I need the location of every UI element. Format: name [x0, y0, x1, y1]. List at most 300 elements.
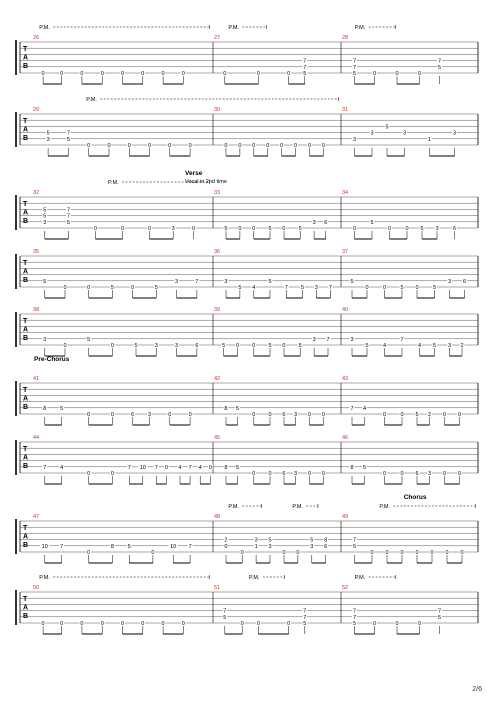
fret-number: 0 — [93, 226, 97, 232]
fret-number: 1 — [427, 136, 432, 143]
fret-number: 0 — [321, 143, 325, 149]
fret-number: 7 — [284, 285, 288, 291]
fret-number: 8 — [110, 543, 114, 550]
fret-number: 3 — [312, 336, 316, 343]
fret-number: 0 — [151, 550, 155, 556]
fret-number: 7 — [352, 64, 357, 71]
fret-number: 0 — [87, 412, 91, 418]
fret-number: 0 — [87, 285, 91, 291]
fret-number: 7 — [66, 207, 70, 214]
fret-number: 0 — [296, 550, 300, 556]
fret-number: 6 — [324, 543, 328, 550]
fret-number: 10 — [139, 464, 146, 471]
fret-number: 0 — [87, 471, 91, 477]
fret-number: 0 — [268, 471, 272, 477]
palm-mute-label: P.M. — [228, 25, 239, 31]
tab-system — [16, 254, 478, 298]
tab-clef-letter: A — [23, 54, 29, 62]
fret-number: 0 — [321, 471, 325, 477]
fret-number: 0 — [223, 71, 227, 77]
fret-number: 0 — [191, 226, 196, 232]
measure-number: 27 — [214, 35, 221, 41]
fret-number: 7 — [188, 464, 192, 471]
fret-number: 7 — [154, 464, 158, 471]
fret-number: 6 — [415, 471, 419, 477]
fret-number: 0 — [445, 550, 449, 556]
tab-clef-letter: A — [23, 326, 29, 334]
tab-clef-letter: A — [23, 604, 29, 612]
fret-number: 0 — [400, 412, 404, 418]
tab-system — [16, 440, 478, 484]
fret-number: 5 — [238, 285, 242, 291]
tab-clef-letter: T — [23, 260, 28, 267]
fret-number: 0 — [80, 71, 84, 77]
tab-system — [16, 504, 478, 563]
tab-clef-letter: T — [23, 46, 28, 53]
fret-number: 0 — [307, 412, 312, 418]
fret-number: 7 — [437, 58, 442, 65]
fret-number: 5 — [236, 405, 240, 412]
fret-number: 2 — [460, 343, 464, 349]
fret-number: 5 — [60, 405, 64, 412]
palm-mute-label: P.M. — [354, 575, 366, 581]
fret-number: 0 — [256, 71, 260, 77]
fret-number: 5 — [87, 336, 91, 343]
tab-clef-letter: T — [23, 387, 28, 394]
page-number: 2/6 — [472, 686, 482, 693]
fret-number: 2 — [427, 412, 432, 418]
fret-number: 3 — [314, 285, 318, 291]
fret-number: 8 — [350, 464, 354, 471]
fret-number: 5 — [415, 412, 419, 418]
tab-clef-letter: T — [23, 201, 28, 208]
fret-number: 7 — [303, 58, 307, 65]
fret-number: 5 — [110, 285, 114, 291]
fret-number: 7 — [352, 614, 357, 621]
measure-number: 30 — [214, 107, 221, 113]
fret-number: 7 — [43, 464, 47, 471]
tab-clef-letter: B — [23, 542, 29, 549]
fret-number: 7 — [437, 608, 442, 615]
fret-number: 0 — [120, 71, 125, 77]
fret-number: 0 — [240, 621, 244, 627]
measure-number: 42 — [214, 376, 221, 382]
measure-number: 34 — [342, 190, 349, 196]
palm-mute-label: P.M. — [86, 97, 97, 103]
tab-system — [16, 180, 478, 239]
fret-number: 5 — [437, 614, 442, 621]
measure-number: 43 — [342, 376, 349, 382]
fret-number: 3 — [148, 412, 152, 418]
fret-number: 4 — [178, 464, 182, 471]
measure-number: 44 — [33, 435, 40, 441]
fret-number: 7 — [352, 608, 357, 615]
tab-clef-letter: T — [23, 446, 28, 453]
fret-number: 3 — [447, 343, 452, 349]
fret-number: 0 — [148, 226, 152, 232]
fret-number: 5 — [437, 64, 442, 71]
fret-number: 5 — [385, 124, 389, 131]
fret-number: 5 — [66, 136, 70, 143]
fret-number: 7 — [352, 537, 357, 544]
fret-number: 7 — [303, 608, 307, 615]
fret-number: 0 — [164, 464, 168, 471]
fret-number: 5 — [223, 614, 227, 621]
fret-number: 5 — [46, 130, 50, 137]
fret-number: 3 — [435, 226, 439, 232]
tab-clef-letter: T — [23, 596, 28, 603]
fret-number: 7 — [66, 130, 70, 137]
fret-number: 0 — [188, 143, 192, 149]
fret-number: 5 — [268, 537, 272, 544]
fret-number: 4 — [382, 343, 387, 349]
fret-number: 0 — [141, 71, 145, 77]
fret-number: 6 — [462, 278, 467, 285]
measure-number: 31 — [342, 107, 349, 113]
fret-number: 0 — [131, 285, 135, 291]
fret-number: 8 — [324, 537, 328, 544]
tab-clef-letter: A — [23, 126, 29, 134]
fret-number: 0 — [287, 71, 291, 77]
fret-number: 6 — [282, 471, 286, 477]
fret-number: 0 — [87, 143, 91, 149]
fret-number: 0 — [382, 412, 387, 418]
measure-number: 36 — [214, 249, 221, 255]
fret-number: 0 — [252, 471, 256, 477]
tab-clef-letter: A — [23, 268, 29, 276]
fret-number: 5 — [303, 621, 307, 627]
measure-number: 41 — [33, 376, 40, 382]
fret-number: 0 — [100, 621, 104, 627]
fret-number: 5 — [352, 71, 357, 77]
fret-number: 0 — [395, 621, 399, 627]
fret-number: 0 — [141, 621, 145, 627]
fret-number: 0 — [442, 471, 447, 477]
fret-number: 0 — [60, 621, 64, 627]
fret-number: 3 — [175, 278, 179, 285]
fret-number: 0 — [372, 621, 377, 627]
measure-number: 35 — [33, 249, 40, 255]
palm-mute-label: P.M. — [354, 25, 366, 31]
fret-number: 5 — [365, 343, 369, 349]
fret-number: 0 — [460, 550, 464, 556]
tab-clef-letter: A — [23, 395, 29, 403]
palm-mute-label: P.M. — [248, 575, 260, 581]
fret-number: 5 — [370, 219, 374, 226]
fret-number: 0 — [100, 71, 104, 77]
fret-number: 0 — [120, 621, 125, 627]
fret-number: 0 — [252, 343, 256, 349]
fret-number: 3 — [175, 343, 179, 349]
fret-number: 3 — [46, 136, 50, 143]
measure-number: 49 — [342, 514, 349, 520]
fret-number: 5 — [298, 343, 302, 349]
fret-number: 0 — [236, 343, 240, 349]
fret-number: 5 — [303, 71, 307, 77]
fret-number: 7 — [303, 64, 307, 71]
fret-number: 5 — [268, 226, 272, 232]
measure-number: 40 — [342, 307, 349, 313]
palm-mute-label: P.M. — [292, 504, 303, 510]
fret-number: 4 — [60, 464, 64, 471]
fret-number: 5 — [43, 213, 47, 220]
tab-clef-letter: T — [23, 318, 28, 325]
fret-number: 0 — [266, 143, 270, 149]
fret-number: 0 — [110, 343, 114, 349]
measure-number: 38 — [33, 307, 40, 313]
fret-number: 5 — [300, 285, 305, 291]
fret-number: 0 — [252, 412, 256, 418]
fret-number: 0 — [256, 621, 260, 627]
fret-number: 0 — [168, 143, 172, 149]
fret-number: 0 — [127, 143, 131, 149]
fret-number: 0 — [224, 543, 228, 550]
palm-mute-label: P.M. — [379, 504, 390, 510]
fret-number: 5 — [432, 285, 437, 291]
fret-number: 0 — [238, 143, 242, 149]
fret-number: 0 — [41, 71, 45, 77]
fret-number: 3 — [43, 219, 47, 226]
fret-number: 3 — [310, 543, 314, 550]
fret-number: 10 — [170, 543, 177, 550]
fret-number: 3 — [452, 130, 457, 137]
tab-system — [16, 25, 478, 84]
fret-number: 0 — [307, 143, 312, 149]
measure-number: 29 — [33, 107, 40, 113]
fret-number: 7 — [66, 213, 70, 220]
fret-number: 3 — [254, 537, 258, 544]
measure-number: 32 — [33, 190, 40, 196]
fret-number: 0 — [208, 464, 212, 471]
fret-number: 4 — [362, 405, 367, 412]
fret-number: 7 — [195, 278, 199, 285]
fret-number: 0 — [382, 285, 387, 291]
tab-clef-letter: T — [23, 118, 28, 125]
fret-number: 0 — [181, 621, 185, 627]
section-label: Pre-Chorus — [34, 356, 70, 363]
fret-number: 0 — [321, 412, 325, 418]
fret-number: 2 — [224, 537, 228, 544]
palm-mute-label: P.M. — [39, 25, 50, 31]
fret-number: 0 — [282, 343, 286, 349]
tab-clef-letter: B — [23, 335, 29, 342]
fret-number: 5 — [350, 278, 354, 285]
fret-number: 0 — [282, 226, 286, 232]
fret-number: 0 — [457, 471, 462, 477]
fret-number: 0 — [107, 143, 111, 149]
fret-number: 0 — [400, 471, 404, 477]
measure-number: 26 — [33, 35, 40, 41]
tab-clef-letter: B — [23, 404, 29, 411]
tab-clef-letter: B — [23, 463, 29, 470]
fret-number: 7 — [223, 608, 227, 615]
fret-number: 0 — [395, 71, 399, 77]
tab-clef-letter: A — [23, 454, 29, 462]
tab-system — [16, 381, 478, 425]
measure-number: 47 — [33, 514, 40, 520]
fret-number: 0 — [280, 143, 284, 149]
fret-number: 5 — [268, 278, 272, 285]
measure-number: 28 — [342, 35, 349, 41]
tab-clef-letter: B — [23, 135, 29, 142]
fret-number: 10 — [41, 543, 48, 550]
tab-clef-letter: B — [23, 613, 29, 620]
fret-number: 0 — [417, 71, 422, 77]
fret-number: 3 — [43, 336, 47, 343]
fret-number: 5 — [420, 226, 424, 232]
fret-number: 6 — [452, 226, 457, 232]
fret-number: 3 — [447, 278, 452, 285]
fret-number: 3 — [350, 336, 354, 343]
fret-number: 0 — [110, 471, 114, 477]
fret-number: 3 — [370, 130, 374, 137]
fret-number: 6 — [324, 219, 328, 226]
measure-number: 50 — [33, 585, 40, 591]
fret-number: 0 — [252, 143, 256, 149]
fret-number: 5 — [43, 207, 47, 214]
fret-number: 7 — [352, 58, 357, 65]
fret-number: 5 — [352, 621, 357, 627]
measure-number: 48 — [214, 514, 221, 520]
fret-number: 0 — [238, 226, 242, 232]
fret-number: 0 — [370, 550, 374, 556]
fret-number: 3 — [294, 471, 298, 477]
fret-number: 3 — [294, 412, 298, 418]
fret-number: 0 — [365, 285, 369, 291]
fret-number: 0 — [60, 71, 64, 77]
fret-number: 7 — [326, 336, 330, 343]
fret-number: 0 — [181, 71, 185, 77]
fret-number: 5 — [268, 343, 272, 349]
fret-number: 3 — [171, 226, 175, 232]
fret-number: 0 — [430, 550, 434, 556]
fret-number: 0 — [415, 285, 419, 291]
fret-number: 0 — [268, 412, 272, 418]
section-label: Verse — [185, 170, 203, 177]
fret-number: 3 — [224, 278, 228, 285]
fret-number: 0 — [287, 621, 291, 627]
fret-number: 0 — [400, 550, 404, 556]
fret-number: 6 — [282, 412, 286, 418]
tab-system — [16, 575, 478, 634]
fret-number: 6 — [195, 343, 199, 349]
tab-clef-letter: B — [23, 63, 29, 70]
fret-number: 8 — [224, 464, 228, 471]
tab-clef-letter: B — [23, 218, 29, 225]
fret-number: 5 — [134, 343, 138, 349]
measure-number: 51 — [214, 585, 221, 591]
measure-number: 45 — [214, 435, 221, 441]
fret-number: 5 — [127, 543, 131, 550]
fret-number: 5 — [400, 285, 404, 291]
palm-mute-label: P.M. — [228, 504, 239, 510]
fret-number: 0 — [161, 71, 165, 77]
fret-number: 7 — [60, 543, 64, 550]
fret-number: 3 — [154, 343, 158, 349]
fret-number: 7 — [400, 336, 404, 343]
fret-number: 0 — [457, 412, 462, 418]
palm-mute-label: P.M. — [39, 575, 50, 581]
tab-clef-letter: T — [23, 525, 28, 532]
fret-number: 0 — [110, 412, 114, 418]
fret-number: 4 — [252, 285, 256, 291]
fret-number: 0 — [188, 412, 192, 418]
fret-number: 4 — [417, 343, 422, 349]
fret-number: 0 — [63, 285, 67, 291]
fret-number: 0 — [41, 621, 45, 627]
tab-system — [16, 312, 478, 356]
fret-number: 6 — [131, 412, 135, 418]
fret-number: 4 — [198, 464, 202, 471]
fret-number: 5 — [66, 219, 70, 226]
fret-number: 3 — [402, 130, 407, 137]
tab-clef-letter: A — [23, 533, 29, 541]
fret-number: 0 — [87, 550, 91, 556]
fret-number: 5 — [432, 343, 437, 349]
fret-number: 0 — [252, 226, 256, 232]
fret-number: 3 — [352, 136, 357, 143]
fret-number: 5 — [362, 464, 367, 471]
fret-number: 0 — [415, 550, 419, 556]
fret-number: 0 — [442, 412, 447, 418]
palm-mute-label: P.M. — [108, 180, 119, 186]
fret-number: 0 — [63, 343, 67, 349]
fret-number: 0 — [294, 143, 298, 149]
measure-number: 52 — [342, 585, 349, 591]
fret-number: 5 — [224, 226, 228, 232]
section-label: Chorus — [403, 494, 427, 501]
measure-number: 37 — [342, 249, 349, 255]
tab-clef-letter: B — [23, 277, 29, 284]
fret-number: 8 — [43, 405, 47, 412]
fret-number: 0 — [372, 71, 377, 77]
fret-number: 0 — [352, 226, 357, 232]
fret-number: 0 — [168, 412, 172, 418]
fret-number: 7 — [303, 614, 307, 621]
fret-number: 3 — [427, 471, 432, 477]
fret-number: 0 — [240, 550, 244, 556]
fret-number: 7 — [127, 464, 131, 471]
fret-number: 3 — [268, 543, 272, 550]
measure-number: 39 — [214, 307, 221, 313]
fret-number: 5 — [236, 464, 240, 471]
fret-number: 0 — [161, 621, 165, 627]
fret-number: 0 — [307, 471, 312, 477]
fret-number: 0 — [80, 621, 84, 627]
measure-number: 33 — [214, 190, 221, 196]
fret-number: 5 — [298, 226, 302, 232]
fret-number: 3 — [312, 219, 316, 226]
tab-system — [16, 97, 478, 156]
fret-number: 5 — [222, 343, 226, 349]
fret-number: 0 — [417, 621, 422, 627]
fret-number: 5 — [43, 278, 47, 285]
measure-number: 46 — [342, 435, 349, 441]
fret-number: 7 — [328, 285, 332, 291]
fret-number: 0 — [120, 226, 125, 232]
fret-number: 0 — [148, 143, 152, 149]
fret-number: 0 — [387, 226, 392, 232]
fret-number: 5 — [352, 543, 357, 550]
fret-number: 1 — [254, 543, 258, 550]
fret-number: 0 — [224, 143, 228, 149]
fret-number: 5 — [154, 285, 158, 291]
fret-number: 0 — [282, 550, 286, 556]
fret-number: 0 — [382, 471, 387, 477]
fret-number: 5 — [310, 537, 314, 544]
fret-number: 7 — [350, 405, 354, 412]
fret-number: 0 — [385, 550, 389, 556]
